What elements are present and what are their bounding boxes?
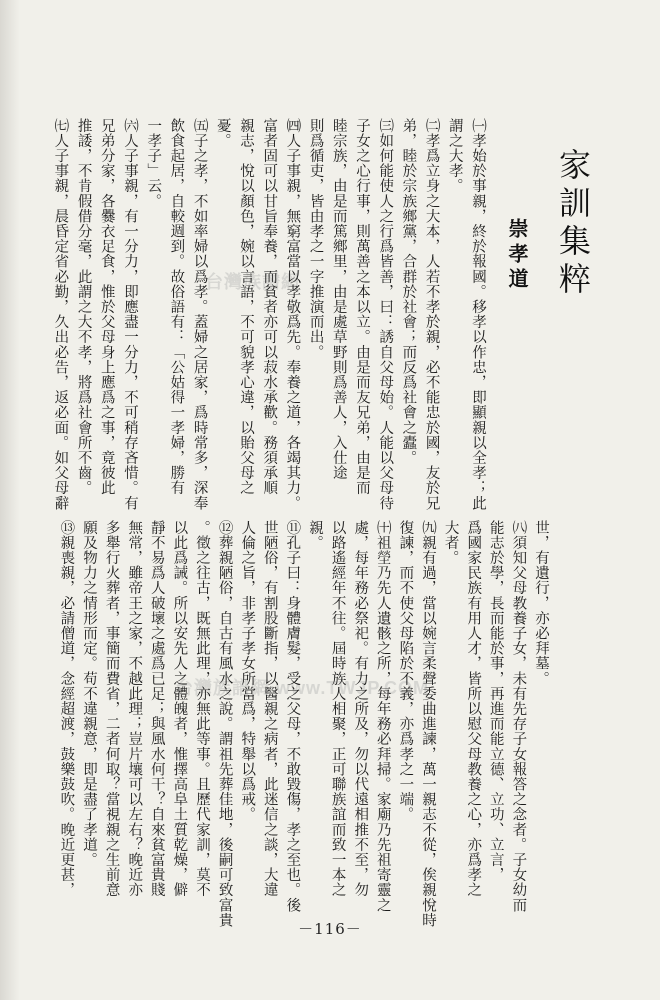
text-column: 兄弟分家，各爨衣足食，惟於父母身上應爲之事，竟彼此 [98,118,115,496]
text-column: 多舉行火葬者，事簡而費省，二者何取？當視親之生前意 [103,520,120,898]
text-column: 復諫，而不使父母陷於不義，亦爲孝之一端。 [397,520,414,822]
text-column: 睦宗族，由是而篤鄉里，由是處草野則爲善人，入仕途 [330,118,347,481]
text-column: ㈡孝爲立身之大本，人若不孝於親，必不能忠於國，友於兄 [423,118,440,511]
text-column: ㈩祖塋乃先人遺骸之所，每年務必拜掃。家廟乃先祖寄靈之 [374,520,391,913]
text-column: ⑫葬親陋俗，自古有風水之說。謂祖先葬佳地，後嗣可致富貴 [216,520,233,928]
text-column: 推諉，不肯假借分毫，此謂之大不孝，將爲社會所不齒。 [75,118,92,496]
text-column: ㈥人子事親，有一分力，即應盡一分力，不可稍存吝惜。有 [122,118,138,511]
watermark-bottom: 台灣族譜網 www.TWJP.COM [175,678,430,698]
text-column: 無常，雖帝王之家，不越此理；豈片壤可以左右？晚近亦 [126,520,143,898]
text-column: 謂之大孝。 [446,118,463,194]
text-column: 大者。 [442,520,459,566]
text-column: 願及物力之情形而定。苟不違親意，即是盡了孝道。 [81,520,97,868]
text-column: 親。 [307,520,323,551]
text-column: 則爲循吏，皆由孝之一字推演而出。 [307,118,324,360]
text-column: 一孝子」云。 [145,118,162,209]
text-column: 人倫之旨，非孝子孝女所當爲，特舉以爲戒。 [239,520,256,822]
text-column: 憂。 [214,118,231,149]
text-column: ㈤子之孝，不如率婦以爲孝。蓋婦之居家，爲時常多，深奉 [191,118,208,511]
text-column: ㈣人子事親，無窮富當以孝敬爲先。奉養之道，各竭其力。 [284,118,301,511]
text-column: ㈠孝始於事親，終於報國。移孝以作忠，即顯親以全孝；此 [470,118,486,511]
text-column: 子女之心行事，則萬善之本以立。由是而友兄弟，由是而 [354,118,370,496]
text-column: ㈧須知父母教養子女，未有先存子女報答之念者。子女幼而 [510,520,527,913]
page-number: －116－ [298,920,362,938]
text-column: 以此爲誡。所以安先人之體魄者，惟擇高阜土質乾燥，僻 [171,520,188,898]
text-column: 飲食起居，自較週到。故俗語有：「公姑得一孝婦，勝有 [168,118,185,496]
text-column: ⑬親喪親，必請僧道，念經超渡，鼓樂鼓吹。晚近更甚， [58,520,75,898]
text-column: 親志，悅以顏色，婉以言語，不可貌孝心違，以貽父母之 [238,118,254,496]
text-column: 靜不易爲人破壞之處爲已足；與風水何干？自來貧富貴賤 [148,520,165,898]
page-title: 家訓集粹 [554,148,592,300]
section-heading: 崇孝道 [505,218,529,293]
text-column: ㈨親有過，當以婉言柔聲委曲進諫，萬一親志不從，俟親悅時 [420,520,436,928]
text-column: 處，每年務必祭祀。有力之所及，勿以代遠相推不至，勿 [352,520,369,898]
text-column: 富者固可以甘旨奉養，而貧者亦可以菽水承歡。務須承順 [261,118,278,496]
text-column: 弟，睦於宗族鄉黨，合群於社會；而反爲社會之蠹。 [400,118,417,466]
text-column: 爲國家民族有用人才，皆所以慰父母教養之心，亦爲孝之 [465,520,482,898]
text-column: 世，有遺行，亦必拜墓。 [533,520,549,687]
text-column: 。徵之往古，既無此理，亦無此等事。且歷代家訓，莫不 [194,520,210,898]
book-spine-shadow [0,0,20,1000]
text-column: 世陋俗，有割股斷指，以醫親之病者，此迷信之談，大違 [261,520,278,898]
text-column: ㈢如何能使人之行爲皆善，曰：誘自父母始。人能以父母待 [377,118,394,511]
text-column: 能志於學，長而能於事，再進而能立德、立功、立言， [487,520,504,883]
watermark-top: 台灣族譜網 [205,272,300,292]
text-column: 以路遙經年不往。屆時族人相聚，正可聯族誼而致一本之 [329,520,346,898]
text-column: ㈦人子事親，晨昏定省必勤，久出必告，返必面。如父母辭 [52,118,69,511]
text-column: ⑪孔子曰：身體膚髮，受之父母，不敢毀傷，孝之至也。後 [284,520,301,913]
